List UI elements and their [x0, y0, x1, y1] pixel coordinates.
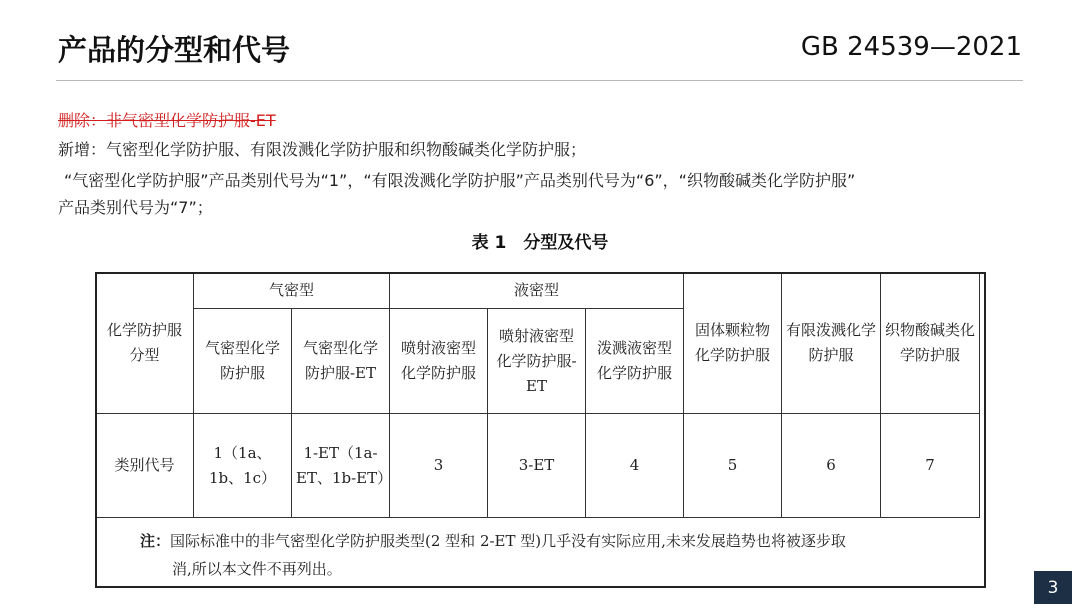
code-cell: 7 — [881, 414, 980, 518]
note-line-2: 消,所以本文件不再列出。 — [172, 560, 342, 578]
code-cell: 6 — [782, 414, 881, 518]
group-gas-tight: 气密型 — [194, 273, 390, 309]
type-cell: 有限泼溅化学防护服 — [782, 273, 881, 414]
type-cell: 气密型化学防护服 — [194, 309, 292, 414]
deleted-item: 删除：非气密型化学防护服-ET — [58, 111, 276, 130]
added-items: 新增：气密型化学防护服、有限泼溅化学防护服和织物酸碱类化学防护服； — [58, 140, 587, 159]
codes-line-2: 产品类别代号为“7”； — [58, 198, 213, 217]
title-divider — [56, 80, 1023, 81]
code-cell: 4 — [586, 414, 684, 518]
standard-code: GB 24539—2021 — [800, 32, 1022, 62]
type-cell: 气密型化学防护服-ET — [292, 309, 390, 414]
note-line-1: 国际标准中的非气密型化学防护服类型(2 型和 2-ET 型)几乎没有实际应用,未来发展趋势也将被逐步取 — [170, 532, 846, 550]
category-codes-paragraph — [58, 167, 1033, 221]
code-cell: 5 — [684, 414, 782, 518]
note-label: 注： — [140, 532, 171, 550]
type-cell: 泼溅液密型化学防护服 — [586, 309, 684, 414]
table-caption: 表 1 分型及代号 — [471, 233, 609, 253]
group-liquid-tight: 液密型 — [390, 273, 684, 309]
type-cell: 固体颗粒物化学防护服 — [684, 273, 782, 414]
type-cell: 喷射液密型化学防护服 — [390, 309, 488, 414]
type-row-header: 化学防护服分型 — [96, 273, 194, 414]
code-cell: 1-ET（1a-ET、1b-ET） — [292, 414, 390, 518]
code-cell: 1（1a、1b、1c） — [194, 414, 292, 518]
code-cell: 3-ET — [488, 414, 586, 518]
codes-line-1: “气密型化学防护服”产品类别代号为“1”，“有限泼溅化学防护服”产品类别代号为“6”，“织物酸碱类化学防护服” — [64, 171, 856, 190]
page-number: 3 — [1034, 571, 1072, 604]
code-cell: 3 — [390, 414, 488, 518]
slide-title: 产品的分型和代号 — [58, 33, 291, 67]
type-cell: 织物酸碱类化学防护服 — [881, 273, 980, 414]
type-cell: 喷射液密型化学防护服-ET — [488, 309, 586, 414]
table-note — [140, 527, 980, 583]
code-row-header: 类别代号 — [96, 414, 194, 518]
